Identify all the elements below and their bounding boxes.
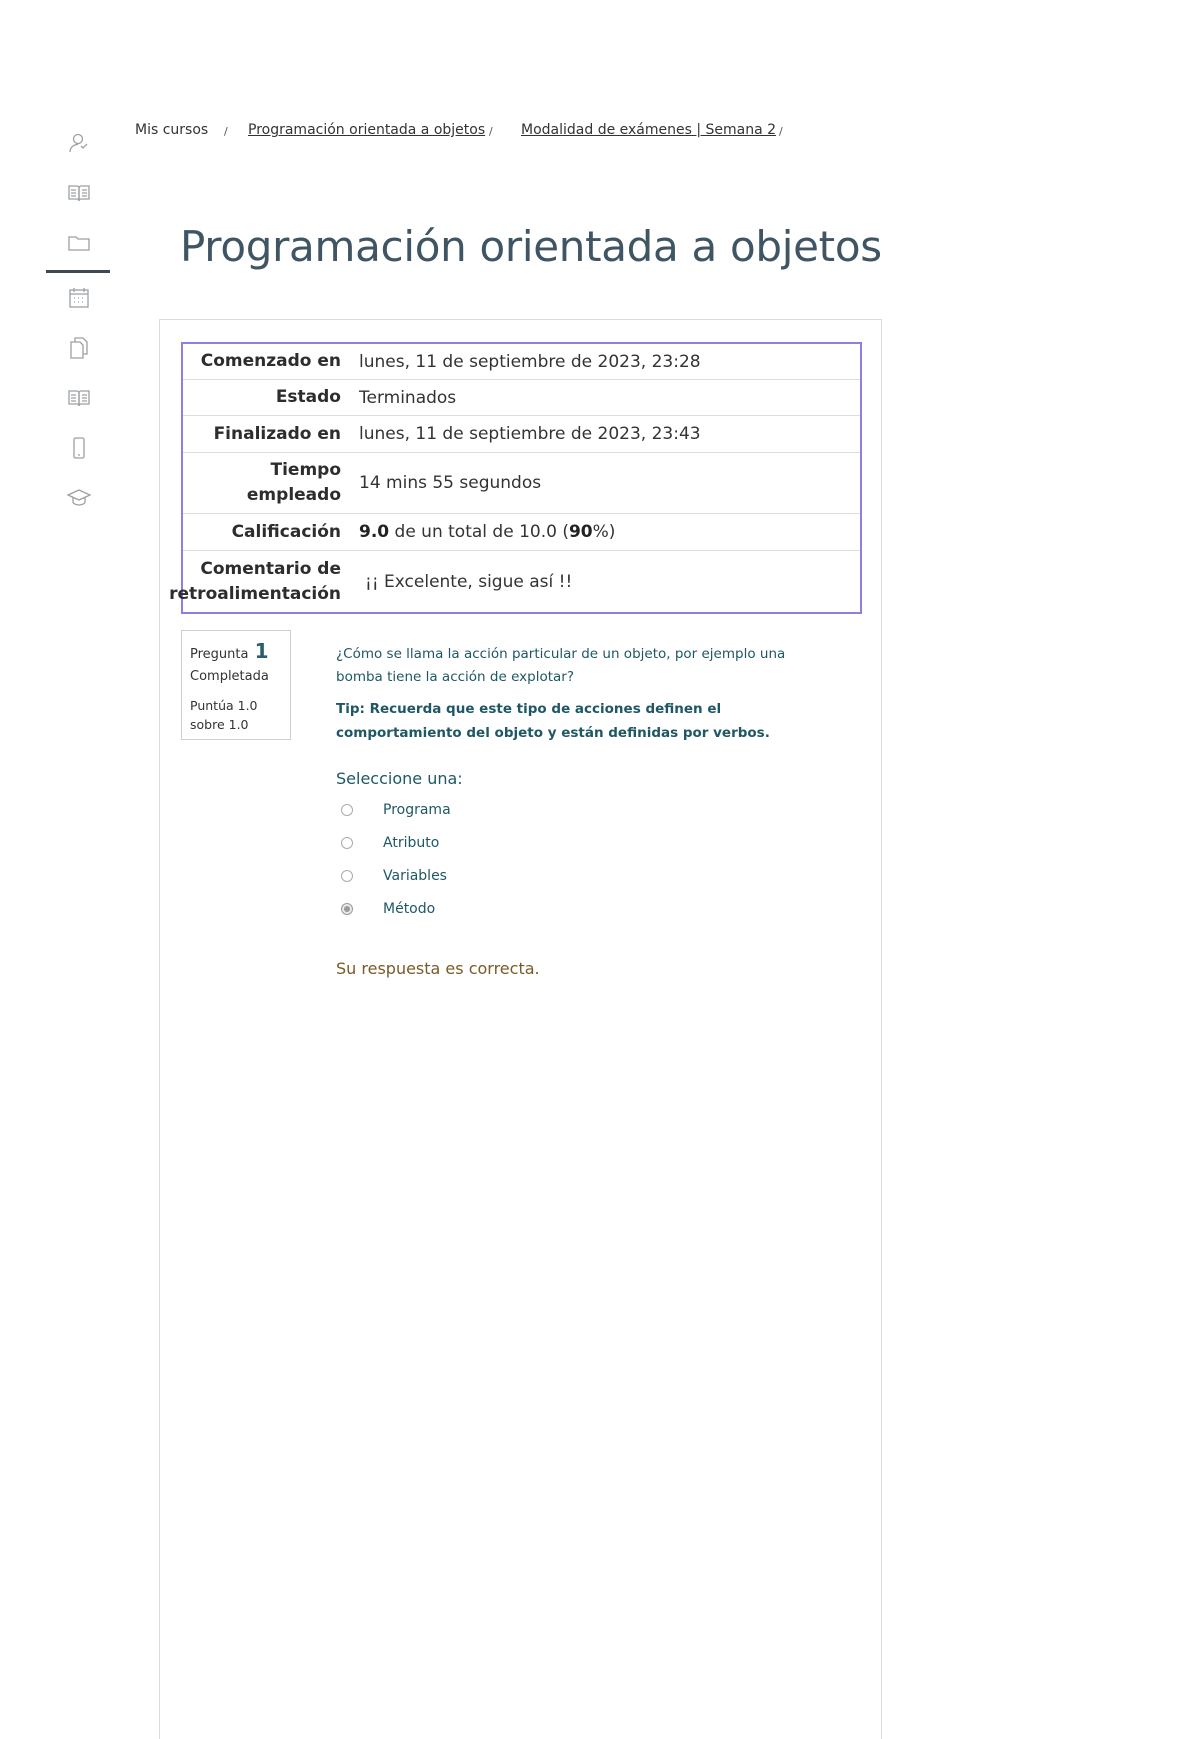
question-tip: Tip: Recuerda que este tipo de acciones definen el comportamiento del objeto y están definidas por verbos. — [336, 701, 770, 741]
answer-option[interactable] — [341, 901, 435, 917]
breadcrumb-item-course[interactable]: Programación orientada a objetos — [248, 122, 486, 138]
radio-button[interactable] — [341, 837, 353, 849]
answer-feedback: Su respuesta es correcta. — [336, 959, 540, 978]
answer-option-label: Programa — [383, 802, 451, 818]
summary-label: Calificación — [231, 521, 341, 542]
summary-value — [349, 514, 860, 550]
question-text: ¿Cómo se llama la acción particular de un objeto, por ejemplo una bomba tiene la acción de explotar? — [336, 646, 786, 685]
summary-label — [169, 551, 349, 612]
breadcrumb-separator: / — [489, 125, 493, 138]
breadcrumb-item-exam-week[interactable]: Modalidad de exámenes | Semana 2 — [521, 122, 777, 138]
question-number: 1 — [254, 639, 269, 663]
question-number-line — [190, 639, 282, 663]
summary-label: Comenzado en — [200, 351, 341, 371]
radio-button-selected[interactable] — [341, 903, 353, 915]
summary-label: Finalizado en — [213, 423, 341, 444]
question-label: Pregunta — [190, 647, 249, 662]
grade-text: %) — [592, 522, 616, 542]
summary-row-time — [183, 453, 860, 514]
attempt-summary-table — [169, 342, 862, 614]
answer-option-label: Método — [383, 901, 436, 917]
breadcrumb-item-my-courses[interactable]: Mis cursos — [135, 122, 209, 138]
summary-row-finished — [183, 416, 860, 453]
breadcrumb-separator: / — [224, 125, 228, 138]
summary-row-grade — [183, 514, 860, 551]
book-icon[interactable] — [46, 378, 112, 418]
answer-option-label: Atributo — [383, 835, 440, 851]
graduation-cap-icon[interactable] — [46, 478, 112, 518]
answer-option-label: Variables — [383, 868, 447, 884]
radio-button[interactable] — [341, 804, 353, 816]
select-one-label: Seleccione una: — [336, 769, 463, 788]
summary-row-state — [183, 380, 860, 416]
answer-option[interactable] — [341, 868, 447, 884]
mobile-icon[interactable] — [46, 428, 112, 468]
summary-label-line: Comentario de — [200, 558, 341, 579]
question-state: Completada — [190, 669, 269, 684]
book-icon[interactable] — [46, 173, 112, 213]
grade-text: de un total de 10.0 ( — [389, 522, 569, 542]
summary-value: lunes, 11 de septiembre de 2023, 23:43 — [359, 424, 701, 444]
calendar-icon[interactable] — [46, 278, 112, 318]
grade-percent: 90 — [568, 522, 593, 542]
answer-option[interactable] — [341, 835, 439, 851]
radio-button[interactable] — [341, 870, 353, 882]
answer-option[interactable] — [341, 802, 451, 818]
user-icon[interactable] — [46, 123, 112, 163]
question-score-line: Puntúa 1.0 — [190, 698, 258, 713]
question-score — [190, 696, 282, 734]
summary-label-line: Tiempo — [270, 460, 341, 480]
page-title: Programación orientada a objetos — [180, 222, 882, 271]
summary-label-line: retroalimentación — [169, 583, 341, 604]
nav-active-indicator — [46, 270, 110, 273]
summary-row-feedback — [169, 551, 860, 612]
documents-icon[interactable] — [46, 328, 112, 368]
summary-value: 14 mins 55 segundos — [359, 473, 542, 493]
grade-score: 9.0 — [359, 522, 390, 542]
summary-row-started — [183, 344, 860, 380]
summary-label — [183, 453, 349, 513]
summary-label-line: empleado — [246, 485, 341, 505]
question-score-line: sobre 1.0 — [190, 717, 249, 732]
question-info-box — [181, 630, 291, 740]
summary-value: ¡¡ Excelente, sigue así !! — [365, 571, 573, 592]
folder-icon[interactable] — [46, 223, 112, 263]
summary-value: Terminados — [359, 387, 457, 408]
summary-value: lunes, 11 de septiembre de 2023, 23:28 — [359, 351, 701, 372]
summary-label: Estado — [275, 387, 341, 407]
breadcrumb-separator: / — [779, 125, 783, 138]
